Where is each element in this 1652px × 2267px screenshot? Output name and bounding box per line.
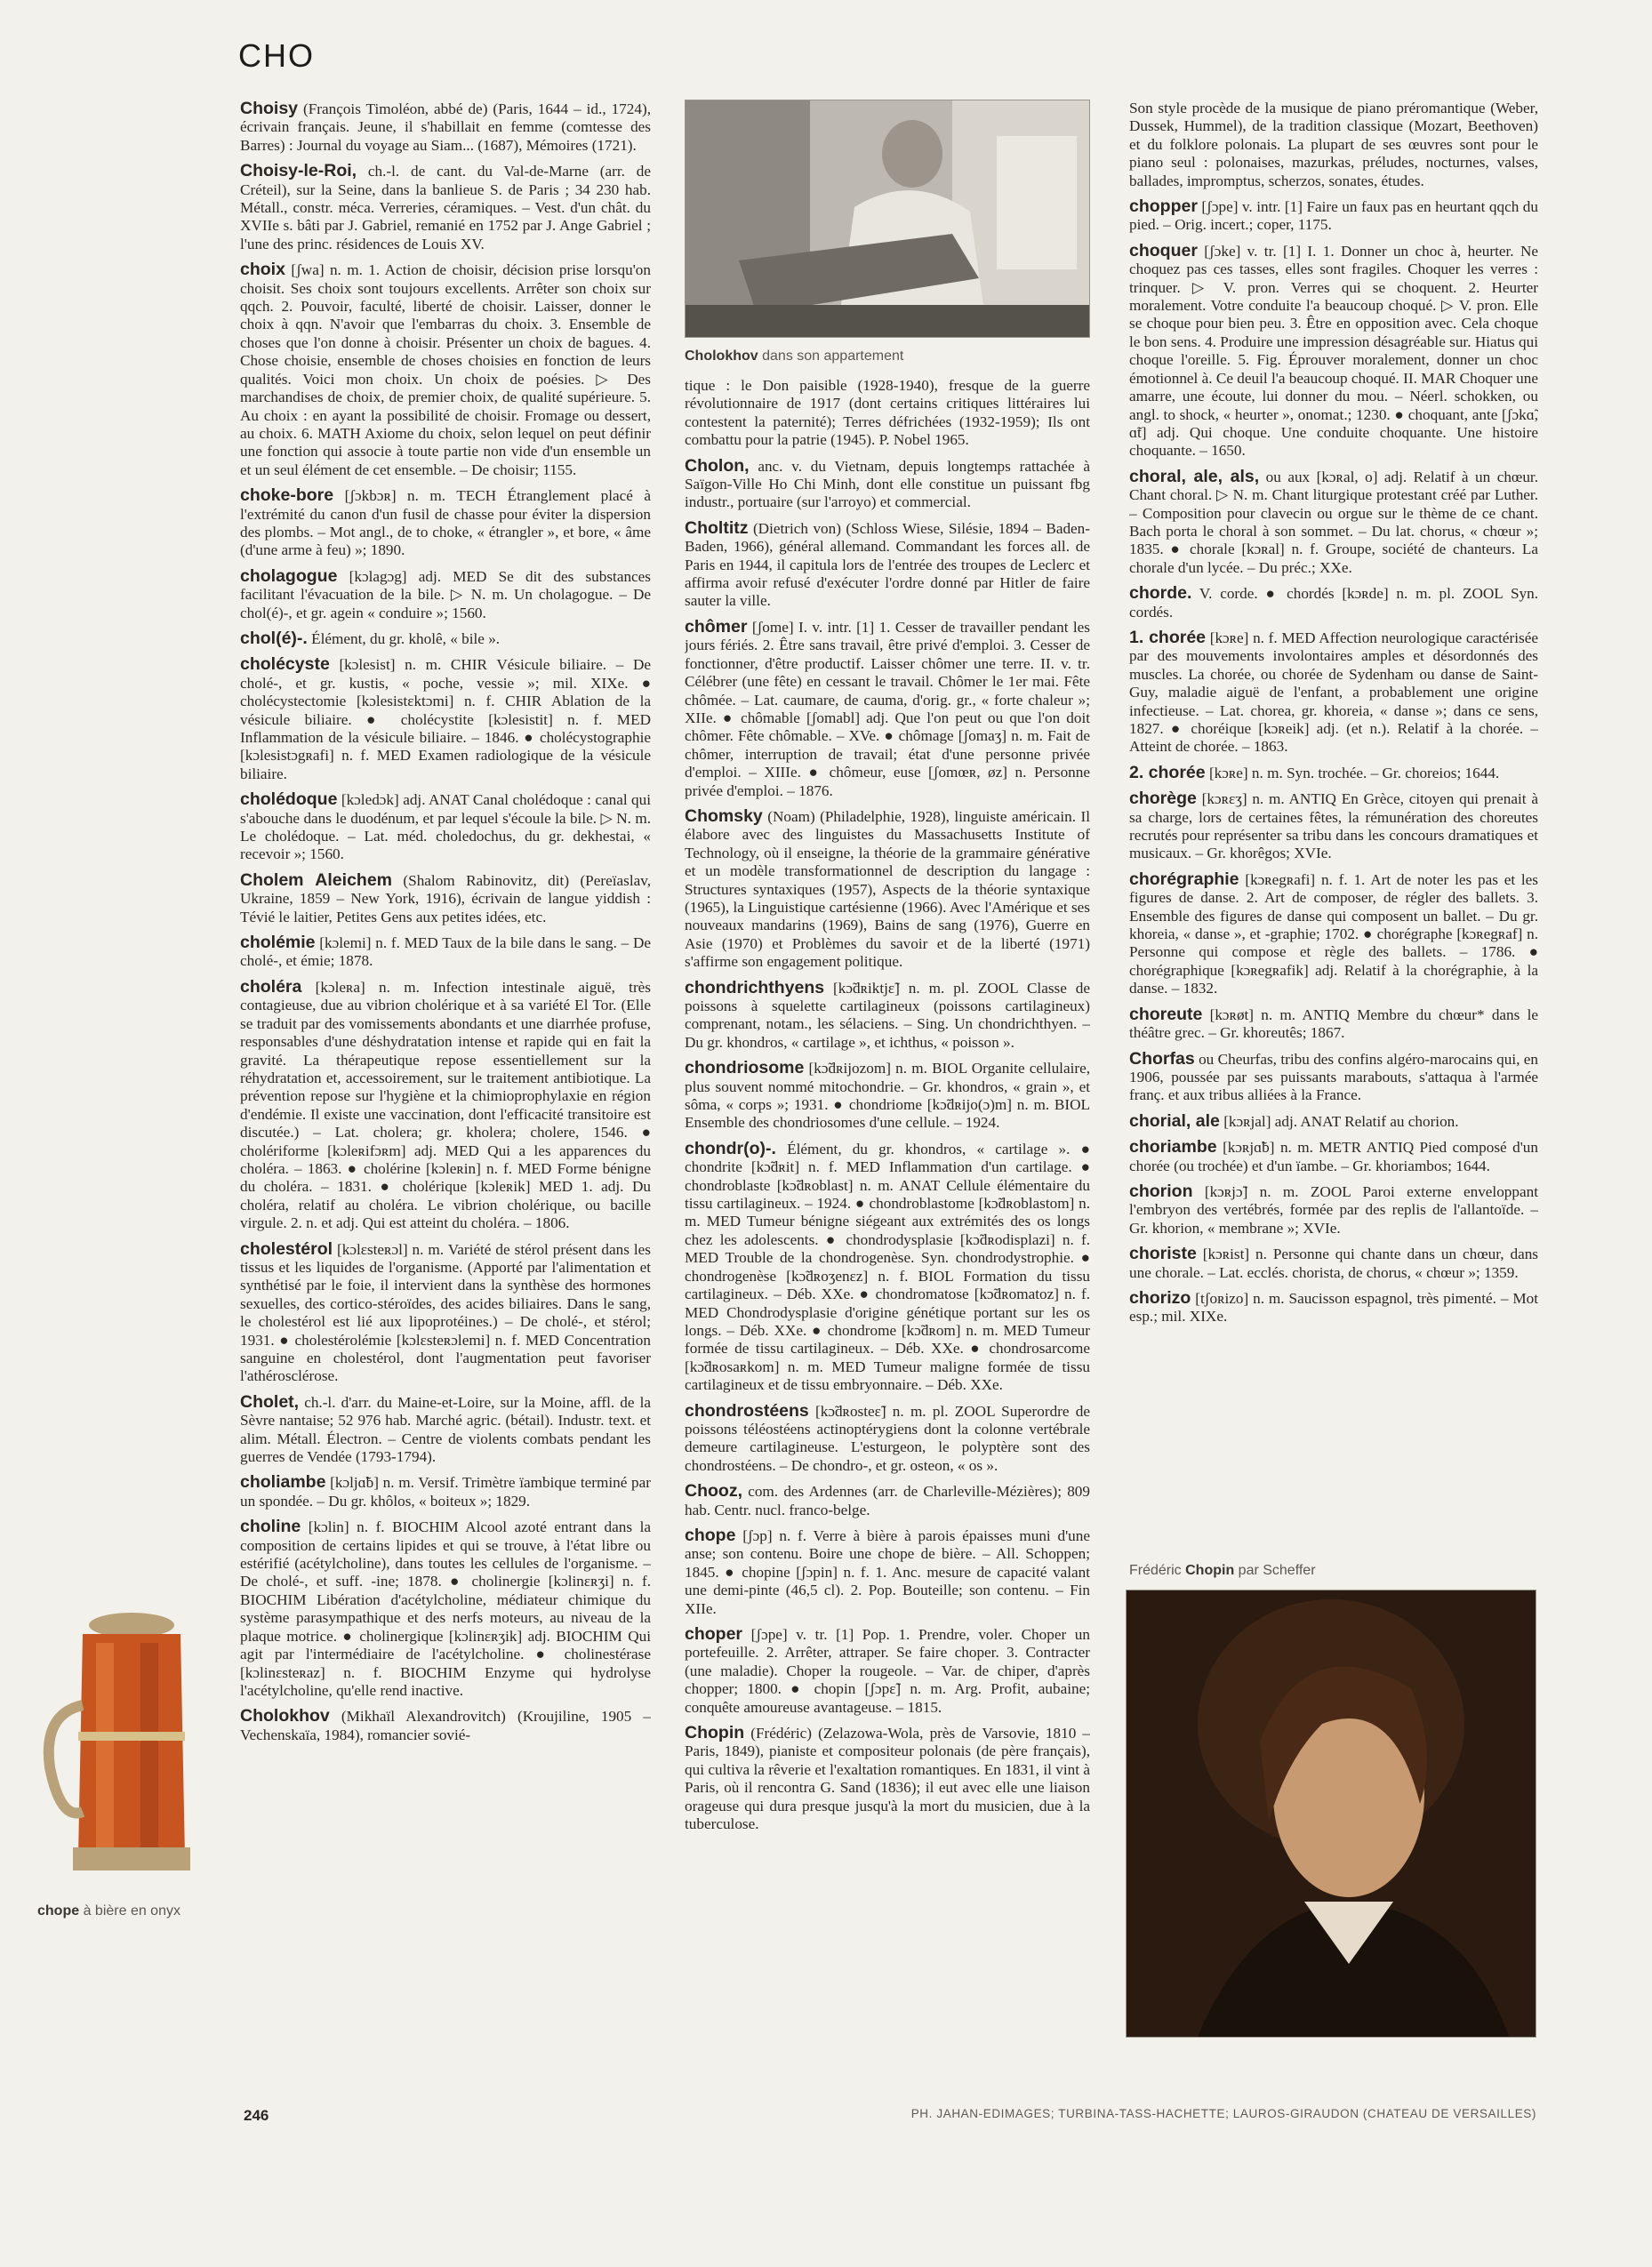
entry-headword: chopper bbox=[1129, 196, 1198, 217]
entry-headword: cholécyste bbox=[240, 654, 330, 675]
running-head: CHO bbox=[238, 37, 315, 74]
dictionary-entry bbox=[1129, 764, 1538, 782]
entry-text: [kɔlin] n. f. BIOCHIM Alcool azoté entrant dans la composition de certains lipides et qui se trouve, à l'état libre ou estérifié (acétylcholine), dans toutes les cellules de l'organisme. – De cholé-, et suff. -ine; 1878. ● cholinergie [kɔlinɛʀʒi] n. f. BIOCHIM Libération d'acétylcholine, médiateur chimique du système parasympathique et des nerfs moteurs, au niveau de la plaque motrice. ● cholinergique [kɔlinɛʀʒik] adj. BIOCHIM Qui agit par l'intermédiaire de l'acétylcholine. ● cholinestérase [kɔlinɛsteʀaz] n. f. BIOCHIM Enzyme qui hydrolyse l'acétylcholine, qu'elle rend inactive. bbox=[240, 1518, 651, 1699]
dictionary-entry bbox=[240, 1707, 651, 1744]
entry-text: ou Cheurfas, tribu des confins algéro-marocains qui, en 1906, poussée par ses puissants marabouts, s'attaqua à l'armée franç. et aux tribus alliées à la France. bbox=[1129, 1050, 1538, 1104]
entry-text: [ʃwa] n. m. 1. Action de choisir, décision prise lorsqu'on choisit. Ses choix sont toujours excellents. Arrêter son choix sur qqch. 2. Pouvoir, faculté, liberté de choisir. Laisser, donner le choix à qqn. N'avoir que l'embarras du choix. 3. Ensemble de choses que l'on donne à choisir. Présenter un choix de bagues. 4. Chose choisie, ensemble de choses choisies en fonction de leurs qualités. Voici mon choix. Un choix de poésies. ▷ Des marchandises de choix, de premier choix, de qualité supérieure. 5. Au choix : en ayant la possibilité de choisir. Fromage ou dessert, au choix. 6. MATH Axiome du choix, selon lequel on peut définir une fonction qui associe à toute partie non vide d'un ensemble un et un seul élément de cet ensemble. – De choisir; 1155. bbox=[240, 261, 651, 478]
entry-headword: Cholon, bbox=[685, 455, 750, 476]
entry-text: [kɔʀɛʒ] n. m. ANTIQ En Grèce, citoyen qui prenait à sa charge, lors de certaines fêtes, la rémunération des choreutes recrutés pour représenter sa tribu dans les concours dramatiques et musicaux. – Gr. khorêgos; XVIe. bbox=[1129, 790, 1538, 862]
entry-text: (Dietrich von) (Schloss Wiese, Silésie, 1894 – Baden-Baden, 1966), général allemand. Commandant les forces all. de Paris en 1944, il capitula lors de l'entrée des troupes de Leclerc et affirma avoir refusé d'exécuter l'ordre donné par Hitler de faire sauter la ville. bbox=[685, 519, 1090, 610]
caption-text: par Scheffer bbox=[1234, 1563, 1316, 1578]
dictionary-entry bbox=[1129, 1050, 1538, 1105]
dictionary-entry bbox=[1129, 1112, 1538, 1131]
entry-headword: choreute bbox=[1129, 1004, 1203, 1024]
entry-headword: 1. chorée bbox=[1129, 627, 1207, 647]
entry-headword: chol(é)-. bbox=[240, 628, 308, 648]
entry-text: ch.-l. d'arr. du Maine-et-Loire, sur la Moine, affl. de la Sèvre nantaise; 52 976 hab. Marché agric. (bétail). Industr. text. et alim. Métall. Électron. – Centre de violents combats pendant les guerres de Vendée (1793-1794). bbox=[240, 1393, 651, 1466]
entry-headword: Chomsky bbox=[685, 805, 763, 826]
entry-text: ou aux [kɔʀal, o] adj. Relatif à un chœur. Chant choral. ▷ N. m. Chant liturgique protestant créé par Luther. – Composition pour clavecin ou orgue sur le thème de ce chant. Bach porta le choral à son sommet. – Du lat. chorus, « chœur »; 1835. ● chorale [kɔʀal] n. f. Groupe, société de chanteurs. La chorale d'un lycée. – Du préc.; XXe. bbox=[1129, 468, 1538, 576]
column-middle bbox=[685, 377, 1090, 2075]
dictionary-entry bbox=[1129, 468, 1538, 577]
entry-text: [ʃɔke] v. tr. [1] I. 1. Donner un choc à, heurter. Ne choquez pas ces tasses, elles sont fragiles. Choquer les verres : trinquer. ▷ V. pron. Verres qui se choquent. 2. Heurter moralement. Votre conduite l'a beaucoup choqué. ▷ V. pron. Elle se choque pour bien peu. 3. Être en opposition avec. Cela choque le bon sens. 4. Produire une impression désagréable sur. Hiatus qui choque l'oreille. 5. Fig. Éprouver moralement, donner un choc émotionnel à. Ce deuil l'a beaucoup choqué. II. MAR Choquer une amarre, une écoute, lui donner du mou. – Néerl. schokken, ou angl. to shock, « heurter », onomat.; 1230. ● choquant, ante [ʃɔkɑ̃, ɑ̃t] adj. Qui choque. Une conduite choquante. Une histoire choquante. – 1650. bbox=[1129, 242, 1538, 460]
entry-headword: chorégraphie bbox=[1129, 869, 1239, 889]
entry-text: [kɔ̃dʀijozom] n. m. BIOL Organite cellulaire, plus souvent nommé mitochondrie. – Gr. khondros, « grain », et sôma, « corps »; 1931. ● chondriome [kɔ̃dʀijo(ɔ)m] n. m. BIOL Ensemble des chondriosomes d'une cellule. – 1924. bbox=[685, 1060, 1090, 1132]
dictionary-entry bbox=[1129, 629, 1538, 757]
entry-text: [kɔlagɔg] adj. MED Se dit des substances facilitant l'évacuation de la bile. ▷ N. m. Un cholagogue. – De chol(é)-, et gr. agein « conduire »; 1560. bbox=[240, 567, 651, 621]
entry-text: [kɔʀist] n. Personne qui chante dans un chœur, dans une chorale. – Lat. ecclés. chorista, de chorus, « chœur »; 1359. bbox=[1129, 1246, 1538, 1281]
photo-credits: PH. JAHAN-EDIMAGES; TURBINA-TASS-HACHETTE; LAUROS-GIRAUDON (CHATEAU DE VERSAILLES) bbox=[910, 2107, 1536, 2120]
entry-headword: Cholet, bbox=[240, 1391, 300, 1412]
cholokhov-photo bbox=[685, 100, 1090, 338]
entry-headword: choral, ale, als, bbox=[1129, 466, 1260, 486]
column-right bbox=[1129, 100, 1538, 1593]
entry-text: Élément, du gr. kholê, « bile ». bbox=[307, 629, 501, 647]
entry-headword: Choisy bbox=[240, 100, 299, 118]
dictionary-entry bbox=[685, 457, 1090, 512]
dictionary-entry bbox=[1129, 1245, 1538, 1282]
entry-text: [kɔʀe] n. m. Syn. trochée. – Gr. choreios; 1644. bbox=[1205, 764, 1500, 781]
entry-text: anc. v. du Vietnam, depuis longtemps rattachée à Saïgon-Ville Ho Chi Minh, dont elle constitue un puissant fbg industr., portuaire (sur l'arroyo) et commercial. bbox=[685, 457, 1090, 511]
entry-headword: Choltitz bbox=[685, 517, 749, 538]
dictionary-entry bbox=[685, 377, 1090, 450]
entry-text: [kɔledɔk] adj. ANAT Canal cholédoque : canal qui s'abouche dans le duodénum, et par lequel s'écoule la bile. ▷ N. m. Le cholédoque. – Lat. méd. choledochus, du gr. dekhestai, « recevoir »; 1560. bbox=[240, 791, 651, 863]
entry-headword: Chooz, bbox=[685, 1481, 742, 1502]
entry-headword: chorde. bbox=[1129, 583, 1192, 604]
dictionary-entry bbox=[685, 1526, 1090, 1618]
cholokhov-photo-image bbox=[686, 100, 1089, 337]
chope-image bbox=[34, 1607, 208, 1885]
chope-illustration bbox=[34, 1607, 208, 1885]
entry-text: [kɔʀøt] n. m. ANTIQ Membre du chœur* dans le théâtre grec. – Gr. khoreutês; 1867. bbox=[1129, 1005, 1538, 1042]
dictionary-entry bbox=[685, 1625, 1090, 1717]
cholokhov-caption bbox=[685, 348, 903, 364]
entry-headword: choléra bbox=[240, 976, 302, 997]
dictionary-entry bbox=[1129, 242, 1538, 461]
entry-text: (Frédéric) (Zelazowa-Wola, près de Varsovie, 1810 – Paris, 1849), pianiste et compositeur polonais (de père français), qui cultiva la rêverie et l'exaltation romantiques. En 1831, il vint à Paris, où il rencontra G. Sand (1836); il eut avec elle une liaison orageuse qui dura presque jusqu'à la mort du musicien, due à la tuberculose. bbox=[685, 1725, 1090, 1833]
entry-text: [ʃɔkbɔʀ] n. m. TECH Étranglement placé à l'extrémité du canon d'un fusil de chasse pour éviter la dispersion des plombs. – Mot angl., de to choke, « étrangler », et bore, « âme (d'une arme à feu) »; 1890. bbox=[240, 487, 651, 559]
column-left bbox=[240, 100, 651, 2055]
entry-text: [kɔʀjɑ̃b] n. m. METR ANTIQ Pied composé d'un chorée (ou trochée) et d'un ïambe. – Gr. khoriambos; 1644. bbox=[1129, 1139, 1538, 1174]
dictionary-entry bbox=[240, 871, 651, 926]
entry-headword: choix bbox=[240, 260, 285, 280]
entry-text: [tʃoʀizo] n. m. Saucisson espagnol, très pimenté. – Mot esp.; mil. XIXe. bbox=[1129, 1289, 1538, 1326]
dictionary-entry bbox=[685, 618, 1090, 800]
entry-headword: chorège bbox=[1129, 789, 1197, 809]
dictionary-entry bbox=[240, 655, 651, 783]
dictionary-entry bbox=[685, 519, 1090, 611]
dictionary-entry bbox=[685, 1140, 1090, 1395]
entry-headword: choliambe bbox=[240, 1472, 326, 1493]
dictionary-entry bbox=[1129, 1005, 1538, 1043]
entry-text: [kɔʀegʀafi] n. f. 1. Art de noter les pas et les figures de danse. 2. Art de composer, de régler des ballets. 3. Ensemble des figures de danse qui composent un ballet. – Du gr. khoreia, « danse », et -graphie; 1702. ● chorégraphe [kɔʀegʀaf] n. Personne qui compose et règle des ballets. – 1786. ● chorégraphique [kɔʀegʀafik] adj. Relatif à la chorégraphie, à la danse. – 1832. bbox=[1129, 870, 1538, 997]
entry-headword: cholédoque bbox=[240, 789, 338, 810]
dictionary-entry bbox=[240, 486, 651, 560]
entry-text: Son style procède de la musique de piano préromantique (Weber, Dussek, Hummel), de la tradition classique (Mozart, Beethoven) et du folklore polonais. La plupart de ses œuvres sont pour le piano seul : polonaises, mazurkas, préludes, nocturnes, valses, ballades, impromptus, scherzos, sonates, études. bbox=[1129, 100, 1538, 189]
entry-headword: choriste bbox=[1129, 1244, 1197, 1264]
entry-text: [kɔlemi] n. f. MED Taux de la bile dans le sang. – De cholé-, et émie; 1878. bbox=[240, 934, 651, 970]
dictionary-entry bbox=[1129, 100, 1538, 190]
entry-headword: cholagogue bbox=[240, 565, 338, 586]
dictionary-entry bbox=[685, 1482, 1090, 1519]
entry-headword: cholestérol bbox=[240, 1238, 333, 1259]
entry-headword: chope bbox=[685, 1525, 736, 1545]
chopin-caption bbox=[1129, 1563, 1316, 1579]
dictionary-entry bbox=[240, 629, 651, 648]
entry-text: [kɔʀe] n. f. MED Affection neurologique caractérisée par des mouvements involontaires amples et désordonnés des muscles. La chorée, ou chorée de Sydenham ou danse de Saint-Guy, maladie aiguë de l'enfant, a probablement une origine infectieuse. – Lat. chorea, gr. khoreia, « danse »; dans ce sens, 1827. ● choréique [kɔʀeik] adj. (et n.). Relatif à la chorée. – Atteint de chorée. – 1863. bbox=[1129, 629, 1538, 756]
entry-headword: choper bbox=[685, 1624, 743, 1644]
chopin-portrait bbox=[1126, 1590, 1536, 2038]
dictionary-entry bbox=[685, 1724, 1090, 1833]
entry-text: ch.-l. de cant. du Val-de-Marne (arr. de Créteil), sur la Seine, dans la banlieue S. de Paris ; 34 230 hab. Métall., constr. méca. Verreries, céramiques. – Vest. d'un chât. du XVIIe s. bâti par J. Gabriel, remanié en 1752 par J. Ange Gabriel ; l'une des princ. résidences de Louis XV. bbox=[240, 163, 651, 252]
chopin-portrait-image bbox=[1127, 1590, 1536, 2037]
entry-headword: choquer bbox=[1129, 240, 1198, 260]
caption-name: chope bbox=[37, 1903, 80, 1919]
entry-headword: Chorfas bbox=[1129, 1048, 1195, 1069]
dictionary-entry bbox=[1129, 789, 1538, 863]
entry-text: [ʃɔpe] v. tr. [1] Pop. 1. Prendre, voler. Choper un portefeuille. 2. Arrêter, attraper. Se faire choper. 3. Contracter (une maladie). Choper la rougeole. – Var. de chiper, d'après chopper; 1800. ● chopin [ʃɔpɛ̃] n. m. Arg. Profit, aubaine; conquête amoureuse avantageuse. – 1815. bbox=[685, 1626, 1090, 1716]
entry-headword: Cholokhov bbox=[240, 1706, 330, 1726]
dictionary-entry bbox=[240, 790, 651, 864]
caption-name: Chopin bbox=[1185, 1563, 1235, 1578]
entry-text: V. corde. ● chordés [kɔʀde] n. m. pl. ZOOL Syn. cordés. bbox=[1129, 585, 1538, 621]
dictionary-entry bbox=[240, 1393, 651, 1467]
entry-headword: Chopin bbox=[685, 1723, 745, 1743]
caption-text: Frédéric bbox=[1129, 1563, 1186, 1578]
dictionary-entry bbox=[240, 1518, 651, 1700]
entry-text: (Mikhaïl Alexandrovitch) (Kroujiline, 1905 – Vechenskaïa, 1984), romancier sovié- bbox=[240, 1708, 651, 1743]
entry-text: [kɔʀjal] adj. ANAT Relatif au chorion. bbox=[1219, 1112, 1459, 1130]
caption-name: Cholokhov bbox=[685, 348, 758, 364]
dictionary-entry bbox=[240, 978, 651, 1233]
entry-headword: chondriosome bbox=[685, 1058, 805, 1078]
dictionary-entry bbox=[1129, 584, 1538, 621]
entry-headword: 2. chorée bbox=[1129, 762, 1206, 782]
entry-headword: choke-bore bbox=[240, 485, 334, 506]
entry-headword: Cholem Aleichem bbox=[240, 869, 393, 890]
entry-headword: cholémie bbox=[240, 933, 316, 953]
dictionary-entry bbox=[685, 807, 1090, 972]
page-number: 246 bbox=[244, 2107, 269, 2124]
entry-text: [kɔljɑ̃b] n. m. Versif. Trimètre ïambique terminé par un spondée. – Du gr. khôlos, « boiteux »; 1829. bbox=[240, 1474, 651, 1510]
entry-headword: chorial, ale bbox=[1129, 1110, 1220, 1131]
entry-text: [ʃome] I. v. intr. [1] 1. Cesser de travailler pendant les jours fériés. 2. Être sans travail, être privé d'emploi. 3. Cesser de fonctionner, d'être productif. Laisser chômer une terre. II. v. tr. Célébrer (une fête) en cessant le travail. Chômer le 1er mai. Fête chômée. – Lat. caumare, de cauma, d'orig. gr., « forte chaleur »; XIIe. ● chômable [ʃomabl] adj. Que l'on peut ou que l'on doit chômer. Fête chômable. – XVe. ● chômage [ʃomaʒ] n. m. Fait de chômer, interruption de travail; état d'une personne privée d'emploi. – XIIIe. ● chômeur, euse [ʃomœʀ, øz] n. Personne privée d'emploi. – 1876. bbox=[685, 618, 1090, 799]
entry-text: [kɔ̃dʀosteɛ̃] n. m. pl. ZOOL Superordre de poissons téléostéens actinoptérygiens dont la colonne vertébrale demeure cartilagineuse. L'esturgeon, le polyptère sont des chondrostéens. – De chondro-, et gr. osteon, « os ». bbox=[685, 1402, 1090, 1474]
entry-text: [ʃɔpe] v. intr. [1] Faire un faux pas en heurtant qqch du pied. – Orig. incert.; coper, 1175. bbox=[1129, 198, 1538, 234]
chope-caption bbox=[37, 1903, 206, 1920]
caption-text: à bière en onyx bbox=[79, 1903, 180, 1919]
dictionary-entry bbox=[240, 1240, 651, 1386]
dictionary-entry bbox=[240, 100, 651, 155]
dictionary-entry bbox=[240, 1473, 651, 1510]
entry-text: [kɔʀjɔ̃] n. m. ZOOL Paroi externe enveloppant l'embryon des vertébrés, formée par des replis de l'allantoïde. – Gr. khorion, « membrane »; XVIe. bbox=[1129, 1182, 1538, 1237]
dictionary-entry bbox=[240, 567, 651, 622]
dictionary-entry bbox=[240, 933, 651, 971]
entry-text: tique : le Don paisible (1928-1940), fresque de la guerre révolutionnaire de 1917 (dont certains critiques littéraires lui contestent la paternité); Terres défrichées (1932-1959); Ils ont combattu pour la patrie (1945). P. Nobel 1965. bbox=[685, 377, 1090, 449]
entry-text: (François Timoléon, abbé de) (Paris, 1644 – id., 1724), écrivain français. Jeune, il s'habillait en femme (comtesse des Barres) : Journal du voyage au Siam... (1687), Mémoires (1721). bbox=[240, 100, 651, 154]
entry-headword: Choisy-le-Roi, bbox=[240, 161, 357, 181]
entry-headword: choline bbox=[240, 1517, 301, 1537]
entry-text: com. des Ardennes (arr. de Charleville-Mézières); 809 hab. Centr. nucl. franco-belge. bbox=[685, 1483, 1090, 1518]
dictionary-entry bbox=[1129, 870, 1538, 998]
dictionary-entry bbox=[685, 1402, 1090, 1476]
entry-text: (Noam) (Philadelphie, 1928), linguiste américain. Il élabore avec des linguistes du Massachusetts Institute of Technology, où il enseigne, la théorie de la grammaire générative et un modèle transformationnel de description du langage : Structures syntaxiques (1957), Aspects de la théorie syntaxique (1965), la Linguistique cartésienne (1966). Avec l'Amérique et ses nouveaux mandarins (1969), Bains de sang (1976), Guerre en Asie (1970) et Problèmes du savoir et de la liberté (1971) s'affirme son engagement politique. bbox=[685, 807, 1090, 971]
entry-headword: choriambe bbox=[1129, 1137, 1217, 1158]
entry-text: [ʃɔp] n. f. Verre à bière à parois épaisses muni d'une anse; son contenu. Boire une chope de bière. – All. Schoppen; 1845. ● chopine [ʃɔpin] n. f. 1. Anc. mesure de capacité valant une demi-pinte (46,5 cl). 2. Pop. Bouteille; son contenu. – Fin XIIe. bbox=[685, 1526, 1090, 1617]
entry-headword: chondr(o)-. bbox=[685, 1138, 776, 1158]
caption-text: dans son appartement bbox=[762, 348, 904, 364]
entry-text: (Shalom Rabinovitz, dit) (Pereïaslav, Ukraine, 1859 – New York, 1916), écrivain de langue yiddish : Tévié le laitier, Petites Gens aux petites idées, etc. bbox=[240, 871, 651, 925]
entry-text: [kɔleʀa] n. m. Infection intestinale aiguë, très contagieuse, due au vibrion cholérique et à sa variété El Tor. (Elle se traduit par des vomissements abondants et une diarrhée profuse, responsables d'une déshydratation intense et rapide qui en fait la gravité. La thérapeutique repose essentiellement sur la réhydratation et, accessoirement, sur le traitement antibiotique. La prévention repose sur l'hygiène et la chimioprophylaxie en région d'endémie. Il existe une vaccination, dont l'efficacité transitoire est discutée.) – Lat. cholera; gr. kholera; cholere, 1546. ● cholériforme [kɔleʀifɔʀm] adj. MED Qui a les apparences du choléra. – 1863. ● cholérine [kɔleʀin] n. f. MED Forme bénigne du choléra. – 1831. ● cholérique [kɔleʀik] MED 1. adj. Du choléra, relatif au choléra. Le vibrion cholérique, ou bacille virgule. 2. n. et adj. Qui est atteint du choléra. – 1806. bbox=[240, 978, 651, 1232]
entry-text: [kɔlesist] n. m. CHIR Vésicule biliaire. – De cholé-, et gr. kustis, « poche, vessie »; mil. XIXe. ● cholécystectomie [kɔlesistɛktɔmi] n. f. CHIR Ablation de la vésicule biliaire. ● cholécystite [kɔlesistit] n. f. MED Inflammation de la vésicule biliaire. – 1846. ● cholécystographie [kɔlesistɔgʀafi] n. f. MED Examen radiologique de la vésicule biliaire. bbox=[240, 656, 651, 782]
entry-text: [kɔlɛsteʀɔl] n. m. Variété de stérol présent dans les tissus et les liquides de l'organisme. (Apporté par l'alimentation et synthétisé par le foie, il intervient dans la synthèse des hormones sexuelles, des cortico-stéroïdes, des acides biliaires. Dans le sang, le cholestérol est lié aux lipoprotéines.) – De cholé-, et stérol; 1931. ● cholestérolémie [kɔlɛsteʀɔlemi] n. f. MED Concentration sanguine en cholestérol, dont l'augmentation peut favoriser l'athérosclérose. bbox=[240, 1240, 651, 1385]
entry-text: Élément, du gr. khondros, « cartilage ». ● chondrite [kɔ̃dʀit] n. f. MED Inflammation d'un cartilage. ● chondroblaste [kɔ̃dʀoblast] n. m. ANAT Cellule élémentaire du tissu cartilagineux. – 1924. ● chondroblastome [kɔ̃dʀoblastom] n. m. MED Tumeur bénigne siégeant aux extrémités des os longs chez les adolescents. ● chondrodysplasie [kɔ̃dʀodisplazi] n. f. MED Trouble de la chondrogenèse. Syn. chondrodystrophie. ● chondrogenèse [kɔ̃dʀoʒenɛz] n. f. BIOL Formation du tissu cartilagineux. – Déb. XXe. ● chondromatose [kɔ̃dʀomatoz] n. f. MED Chondrodysplasie d'origine génétique portant sur les os longs. – Déb. XXe. ● chondrome [kɔ̃dʀom] n. m. MED Tumeur formée de tissu cartilagineux. – Déb. XXe. ● chondrosarcome [kɔ̃dʀosaʀkom] n. m. MED Tumeur maligne formée de tissu cartilagineux et de tissu embryonnaire. – Déb. XXe. bbox=[685, 1140, 1090, 1394]
dictionary-entry bbox=[685, 979, 1090, 1053]
dictionary-entry bbox=[240, 162, 651, 253]
entry-headword: chondrichthyens bbox=[685, 977, 825, 997]
dictionary-entry bbox=[1129, 1138, 1538, 1175]
dictionary-entry bbox=[1129, 197, 1538, 235]
dictionary-entry bbox=[685, 1059, 1090, 1133]
entry-text: [kɔ̃dʀiktjɛ̃] n. m. pl. ZOOL Classe de poissons à squelette cartilagineux (poissons cartilagineux) comprenant, notam., les sélaciens. – Sing. Un chondrichthyen. – Du gr. khondros, « cartilage », et ichthus, « poisson ». bbox=[685, 979, 1090, 1051]
entry-headword: chondrostéens bbox=[685, 1400, 809, 1421]
dictionary-entry bbox=[240, 260, 651, 479]
dictionary-entry bbox=[1129, 1182, 1538, 1238]
dictionary-entry bbox=[1129, 1289, 1538, 1326]
entry-headword: chorizo bbox=[1129, 1287, 1191, 1308]
entry-headword: chômer bbox=[685, 616, 748, 637]
entry-headword: chorion bbox=[1129, 1181, 1193, 1201]
